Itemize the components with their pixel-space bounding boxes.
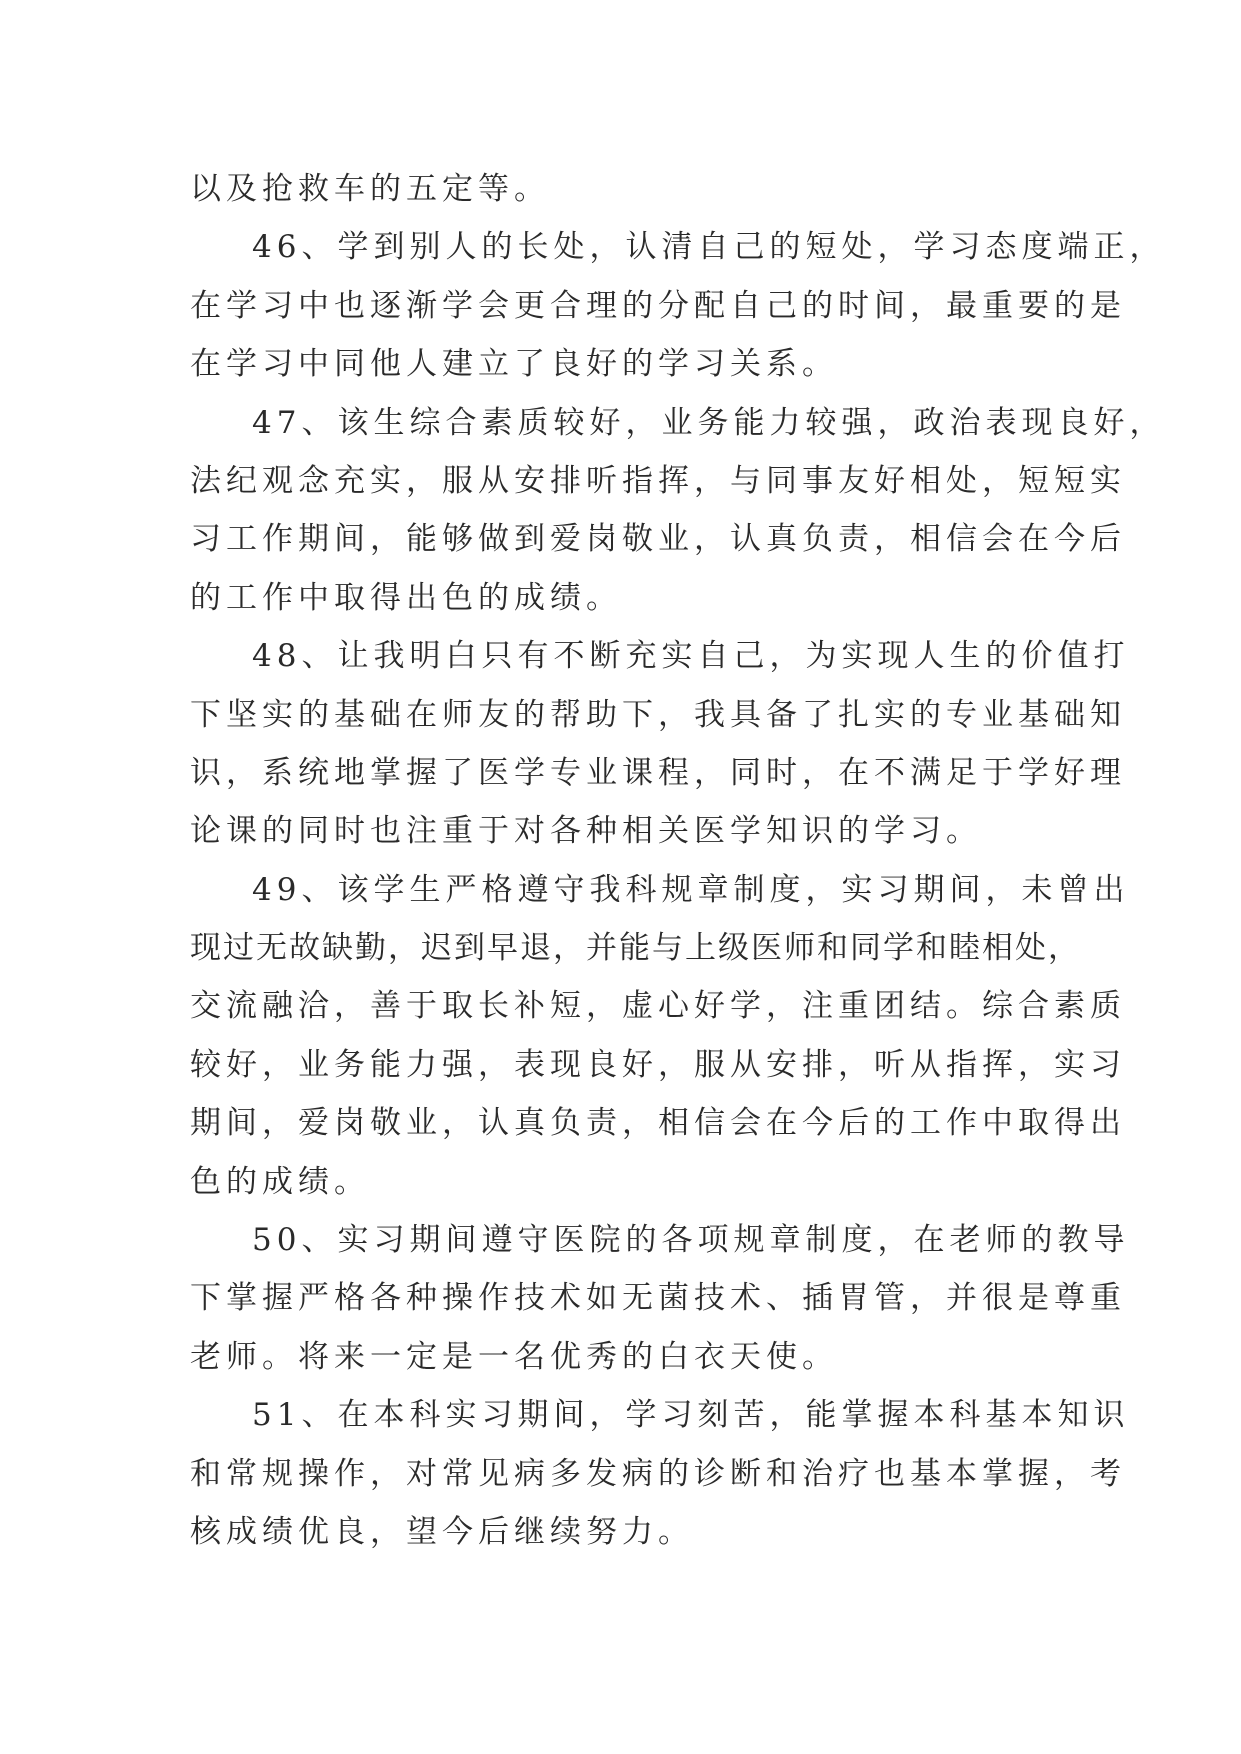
text-line: 49、该学生严格遵守我科规章制度，实习期间，未曾出 bbox=[252, 871, 1130, 908]
text-line: 的工作中取得出色的成绩。 bbox=[190, 579, 622, 616]
text-line: 46、学到别人的长处，认清自己的短处，学习态度端正， bbox=[252, 229, 1166, 266]
text-line: 50、实习期间遵守医院的各项规章制度，在老师的教导 bbox=[252, 1222, 1130, 1259]
text-line: 47、该生综合素质较好，业务能力较强，政治表现良好， bbox=[252, 404, 1166, 441]
text-line: 习工作期间，能够做到爱岗敬业，认真负责，相信会在今后 bbox=[190, 521, 1126, 558]
text-line: 法纪观念充实，服从安排听指挥，与同事友好相处，短短实 bbox=[190, 462, 1126, 499]
document-body bbox=[190, 160, 1166, 1561]
text-line: 下掌握严格各种操作技术如无菌技术、插胃管，并很是尊重 bbox=[190, 1280, 1126, 1317]
text-line: 色的成绩。 bbox=[190, 1163, 370, 1200]
text-line: 在学习中也逐渐学会更合理的分配自己的时间，最重要的是 bbox=[190, 287, 1126, 324]
text-line: 下坚实的基础在师友的帮助下，我具备了扎实的专业基础知 bbox=[190, 696, 1126, 733]
text-line: 较好，业务能力强，表现良好，服从安排，听从指挥，实习 bbox=[190, 1046, 1126, 1083]
text-line: 在学习中同他人建立了良好的学习关系。 bbox=[190, 346, 838, 383]
text-line: 48、让我明白只有不断充实自己，为实现人生的价值打 bbox=[252, 638, 1130, 675]
text-line: 51、在本科实习期间，学习刻苦，能掌握本科基本知识 bbox=[252, 1397, 1130, 1434]
text-line: 以及抢救车的五定等。 bbox=[190, 171, 550, 207]
text-line: 识，系统地掌握了医学专业课程，同时，在不满足于学好理 bbox=[190, 754, 1126, 791]
paragraph-continuation bbox=[190, 160, 1052, 218]
text-line: 交流融洽，善于取长补短，虚心好学，注重团结。综合素质 bbox=[190, 988, 1126, 1025]
text-line: 和常规操作，对常见病多发病的诊断和治疗也基本掌握，考 bbox=[190, 1455, 1126, 1492]
paragraph-50 bbox=[190, 1211, 1130, 1386]
paragraph-51 bbox=[190, 1386, 1130, 1561]
text-line: 核成绩优良，望今后继续努力。 bbox=[190, 1513, 694, 1550]
text-line: 期间，爱岗敬业，认真负责，相信会在今后的工作中取得出 bbox=[190, 1105, 1126, 1142]
text-line: 论课的同时也注重于对各种相关医学知识的学习。 bbox=[190, 813, 982, 850]
paragraph-47 bbox=[190, 394, 1166, 628]
paragraph-49 bbox=[190, 861, 1130, 1211]
paragraph-46 bbox=[190, 218, 1166, 393]
text-line: 老师。将来一定是一名优秀的白衣天使。 bbox=[190, 1338, 838, 1375]
text-line: 现过无故缺勤，迟到早退，并能与上级医师和同学和睦相处， bbox=[190, 930, 1081, 967]
paragraph-48 bbox=[190, 627, 1130, 861]
